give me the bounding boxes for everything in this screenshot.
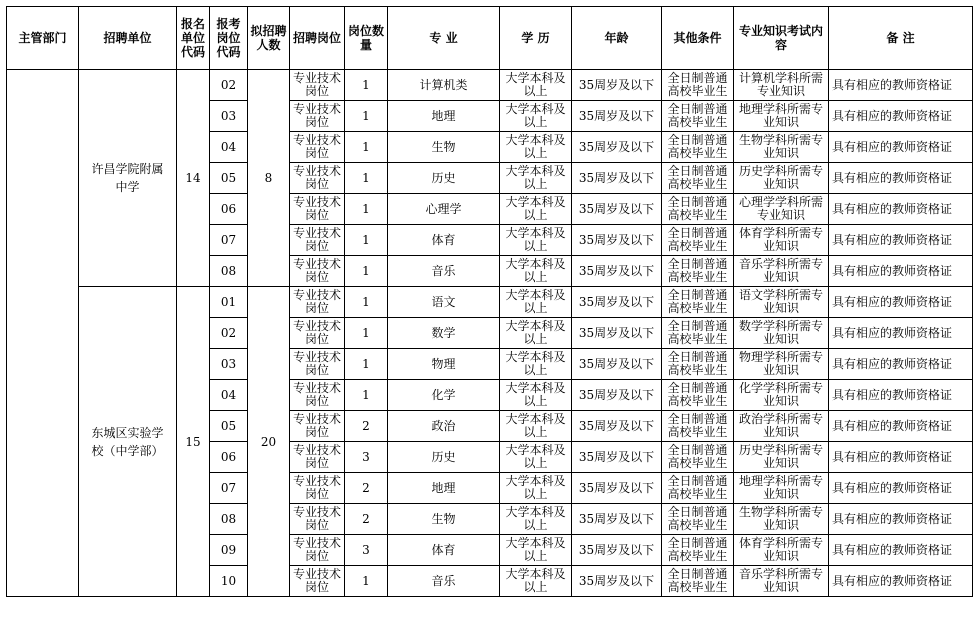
note-cell: 具有相应的教师资格证 — [829, 566, 973, 597]
major-cell: 地理 — [388, 101, 500, 132]
count-cell: 1 — [345, 256, 388, 287]
exam-cell: 历史学科所需专业知识 — [734, 442, 829, 473]
edu-cell: 大学本科及以上 — [500, 318, 572, 349]
count-cell: 1 — [345, 132, 388, 163]
header-row — [7, 7, 973, 70]
count-cell: 1 — [345, 101, 388, 132]
note-cell: 具有相应的教师资格证 — [829, 349, 973, 380]
exam-cell: 地理学科所需专业知识 — [734, 473, 829, 504]
edu-cell: 大学本科及以上 — [500, 70, 572, 101]
post-cell: 专业技术岗位 — [290, 163, 345, 194]
num-cell: 20 — [248, 287, 290, 597]
edu-cell: 大学本科及以上 — [500, 256, 572, 287]
exam-cell: 化学学科所需专业知识 — [734, 380, 829, 411]
major-cell: 生物 — [388, 504, 500, 535]
post-cell: 专业技术岗位 — [290, 256, 345, 287]
unit-cell: 许昌学院附属中学 — [79, 70, 177, 287]
note-cell: 具有相应的教师资格证 — [829, 318, 973, 349]
age-cell: 35周岁及以下 — [572, 442, 662, 473]
header-other: 其他条件 — [662, 7, 734, 70]
header-unit: 招聘单位 — [79, 7, 177, 70]
note-cell: 具有相应的教师资格证 — [829, 132, 973, 163]
header-major: 专 业 — [388, 7, 500, 70]
exam-cell: 语文学科所需专业知识 — [734, 287, 829, 318]
header-dept: 主管部门 — [7, 7, 79, 70]
exam-cell: 心理学学科所需专业知识 — [734, 194, 829, 225]
age-cell: 35周岁及以下 — [572, 287, 662, 318]
age-cell: 35周岁及以下 — [572, 504, 662, 535]
other-cell: 全日制普通高校毕业生 — [662, 132, 734, 163]
post-cell: 专业技术岗位 — [290, 504, 345, 535]
edu-cell: 大学本科及以上 — [500, 535, 572, 566]
exam-cell: 物理学科所需专业知识 — [734, 349, 829, 380]
note-cell: 具有相应的教师资格证 — [829, 101, 973, 132]
count-cell: 3 — [345, 442, 388, 473]
age-cell: 35周岁及以下 — [572, 163, 662, 194]
age-cell: 35周岁及以下 — [572, 70, 662, 101]
recruitment-table — [6, 6, 973, 597]
major-cell: 体育 — [388, 535, 500, 566]
code-cell: 02 — [210, 70, 248, 101]
header-count: 岗位数量 — [345, 7, 388, 70]
count-cell: 2 — [345, 473, 388, 504]
code-cell: 06 — [210, 442, 248, 473]
code-cell: 07 — [210, 225, 248, 256]
note-cell: 具有相应的教师资格证 — [829, 163, 973, 194]
other-cell: 全日制普通高校毕业生 — [662, 504, 734, 535]
other-cell: 全日制普通高校毕业生 — [662, 101, 734, 132]
note-cell: 具有相应的教师资格证 — [829, 287, 973, 318]
age-cell: 35周岁及以下 — [572, 194, 662, 225]
other-cell: 全日制普通高校毕业生 — [662, 442, 734, 473]
exam-cell: 政治学科所需专业知识 — [734, 411, 829, 442]
major-cell: 音乐 — [388, 256, 500, 287]
code-cell: 08 — [210, 256, 248, 287]
code-cell: 07 — [210, 473, 248, 504]
code-cell: 09 — [210, 535, 248, 566]
count-cell: 2 — [345, 504, 388, 535]
age-cell: 35周岁及以下 — [572, 132, 662, 163]
exam-cell: 计算机学科所需专业知识 — [734, 70, 829, 101]
header-age: 年龄 — [572, 7, 662, 70]
note-cell: 具有相应的教师资格证 — [829, 194, 973, 225]
age-cell: 35周岁及以下 — [572, 566, 662, 597]
header-unit-code: 报名单位代码 — [177, 7, 210, 70]
code-cell: 06 — [210, 194, 248, 225]
edu-cell: 大学本科及以上 — [500, 566, 572, 597]
code-cell: 10 — [210, 566, 248, 597]
count-cell: 1 — [345, 70, 388, 101]
edu-cell: 大学本科及以上 — [500, 287, 572, 318]
post-cell: 专业技术岗位 — [290, 318, 345, 349]
count-cell: 1 — [345, 287, 388, 318]
post-cell: 专业技术岗位 — [290, 566, 345, 597]
count-cell: 1 — [345, 194, 388, 225]
exam-cell: 生物学科所需专业知识 — [734, 504, 829, 535]
post-cell: 专业技术岗位 — [290, 380, 345, 411]
major-cell: 历史 — [388, 442, 500, 473]
age-cell: 35周岁及以下 — [572, 380, 662, 411]
major-cell: 体育 — [388, 225, 500, 256]
major-cell: 化学 — [388, 380, 500, 411]
edu-cell: 大学本科及以上 — [500, 411, 572, 442]
other-cell: 全日制普通高校毕业生 — [662, 163, 734, 194]
other-cell: 全日制普通高校毕业生 — [662, 194, 734, 225]
count-cell: 1 — [345, 163, 388, 194]
code-cell: 02 — [210, 318, 248, 349]
major-cell: 语文 — [388, 287, 500, 318]
age-cell: 35周岁及以下 — [572, 101, 662, 132]
other-cell: 全日制普通高校毕业生 — [662, 566, 734, 597]
other-cell: 全日制普通高校毕业生 — [662, 411, 734, 442]
note-cell: 具有相应的教师资格证 — [829, 535, 973, 566]
other-cell: 全日制普通高校毕业生 — [662, 256, 734, 287]
exam-cell: 体育学科所需专业知识 — [734, 535, 829, 566]
age-cell: 35周岁及以下 — [572, 535, 662, 566]
table-row — [7, 70, 973, 101]
header-post: 招聘岗位 — [290, 7, 345, 70]
age-cell: 35周岁及以下 — [572, 318, 662, 349]
code-cell: 01 — [210, 287, 248, 318]
code-cell: 05 — [210, 411, 248, 442]
note-cell: 具有相应的教师资格证 — [829, 411, 973, 442]
major-cell: 数学 — [388, 318, 500, 349]
note-cell: 具有相应的教师资格证 — [829, 442, 973, 473]
exam-cell: 音乐学科所需专业知识 — [734, 256, 829, 287]
header-num: 拟招聘人数 — [248, 7, 290, 70]
post-cell: 专业技术岗位 — [290, 535, 345, 566]
count-cell: 1 — [345, 349, 388, 380]
edu-cell: 大学本科及以上 — [500, 132, 572, 163]
other-cell: 全日制普通高校毕业生 — [662, 225, 734, 256]
major-cell: 历史 — [388, 163, 500, 194]
note-cell: 具有相应的教师资格证 — [829, 504, 973, 535]
exam-cell: 数学学科所需专业知识 — [734, 318, 829, 349]
post-cell: 专业技术岗位 — [290, 473, 345, 504]
header-exam: 专业知识考试内容 — [734, 7, 829, 70]
exam-cell: 体育学科所需专业知识 — [734, 225, 829, 256]
unit-code-cell: 15 — [177, 287, 210, 597]
major-cell: 心理学 — [388, 194, 500, 225]
edu-cell: 大学本科及以上 — [500, 225, 572, 256]
unit-code-cell: 14 — [177, 70, 210, 287]
major-cell: 政治 — [388, 411, 500, 442]
edu-cell: 大学本科及以上 — [500, 194, 572, 225]
note-cell: 具有相应的教师资格证 — [829, 256, 973, 287]
header-post-code: 报考岗位代码 — [210, 7, 248, 70]
post-cell: 专业技术岗位 — [290, 349, 345, 380]
note-cell: 具有相应的教师资格证 — [829, 380, 973, 411]
post-cell: 专业技术岗位 — [290, 194, 345, 225]
edu-cell: 大学本科及以上 — [500, 380, 572, 411]
other-cell: 全日制普通高校毕业生 — [662, 70, 734, 101]
unit-cell: 东城区实验学校（中学部） — [79, 287, 177, 597]
note-cell: 具有相应的教师资格证 — [829, 225, 973, 256]
note-cell: 具有相应的教师资格证 — [829, 70, 973, 101]
major-cell: 地理 — [388, 473, 500, 504]
count-cell: 2 — [345, 411, 388, 442]
code-cell: 03 — [210, 101, 248, 132]
age-cell: 35周岁及以下 — [572, 473, 662, 504]
major-cell: 计算机类 — [388, 70, 500, 101]
count-cell: 1 — [345, 225, 388, 256]
count-cell: 1 — [345, 380, 388, 411]
num-cell: 8 — [248, 70, 290, 287]
other-cell: 全日制普通高校毕业生 — [662, 349, 734, 380]
edu-cell: 大学本科及以上 — [500, 442, 572, 473]
post-cell: 专业技术岗位 — [290, 70, 345, 101]
count-cell: 1 — [345, 566, 388, 597]
code-cell: 04 — [210, 380, 248, 411]
other-cell: 全日制普通高校毕业生 — [662, 287, 734, 318]
count-cell: 1 — [345, 318, 388, 349]
exam-cell: 历史学科所需专业知识 — [734, 163, 829, 194]
count-cell: 3 — [345, 535, 388, 566]
other-cell: 全日制普通高校毕业生 — [662, 318, 734, 349]
edu-cell: 大学本科及以上 — [500, 163, 572, 194]
age-cell: 35周岁及以下 — [572, 256, 662, 287]
code-cell: 05 — [210, 163, 248, 194]
table-row — [7, 287, 973, 318]
age-cell: 35周岁及以下 — [572, 349, 662, 380]
post-cell: 专业技术岗位 — [290, 132, 345, 163]
post-cell: 专业技术岗位 — [290, 442, 345, 473]
major-cell: 物理 — [388, 349, 500, 380]
edu-cell: 大学本科及以上 — [500, 101, 572, 132]
other-cell: 全日制普通高校毕业生 — [662, 535, 734, 566]
age-cell: 35周岁及以下 — [572, 411, 662, 442]
edu-cell: 大学本科及以上 — [500, 349, 572, 380]
post-cell: 专业技术岗位 — [290, 411, 345, 442]
edu-cell: 大学本科及以上 — [500, 473, 572, 504]
code-cell: 08 — [210, 504, 248, 535]
major-cell: 生物 — [388, 132, 500, 163]
post-cell: 专业技术岗位 — [290, 287, 345, 318]
age-cell: 35周岁及以下 — [572, 225, 662, 256]
edu-cell: 大学本科及以上 — [500, 504, 572, 535]
major-cell: 音乐 — [388, 566, 500, 597]
header-edu: 学 历 — [500, 7, 572, 70]
exam-cell: 地理学科所需专业知识 — [734, 101, 829, 132]
other-cell: 全日制普通高校毕业生 — [662, 380, 734, 411]
code-cell: 04 — [210, 132, 248, 163]
note-cell: 具有相应的教师资格证 — [829, 473, 973, 504]
other-cell: 全日制普通高校毕业生 — [662, 473, 734, 504]
code-cell: 03 — [210, 349, 248, 380]
exam-cell: 音乐学科所需专业知识 — [734, 566, 829, 597]
post-cell: 专业技术岗位 — [290, 101, 345, 132]
post-cell: 专业技术岗位 — [290, 225, 345, 256]
exam-cell: 生物学科所需专业知识 — [734, 132, 829, 163]
header-note: 备 注 — [829, 7, 973, 70]
dept-cell — [7, 70, 79, 597]
